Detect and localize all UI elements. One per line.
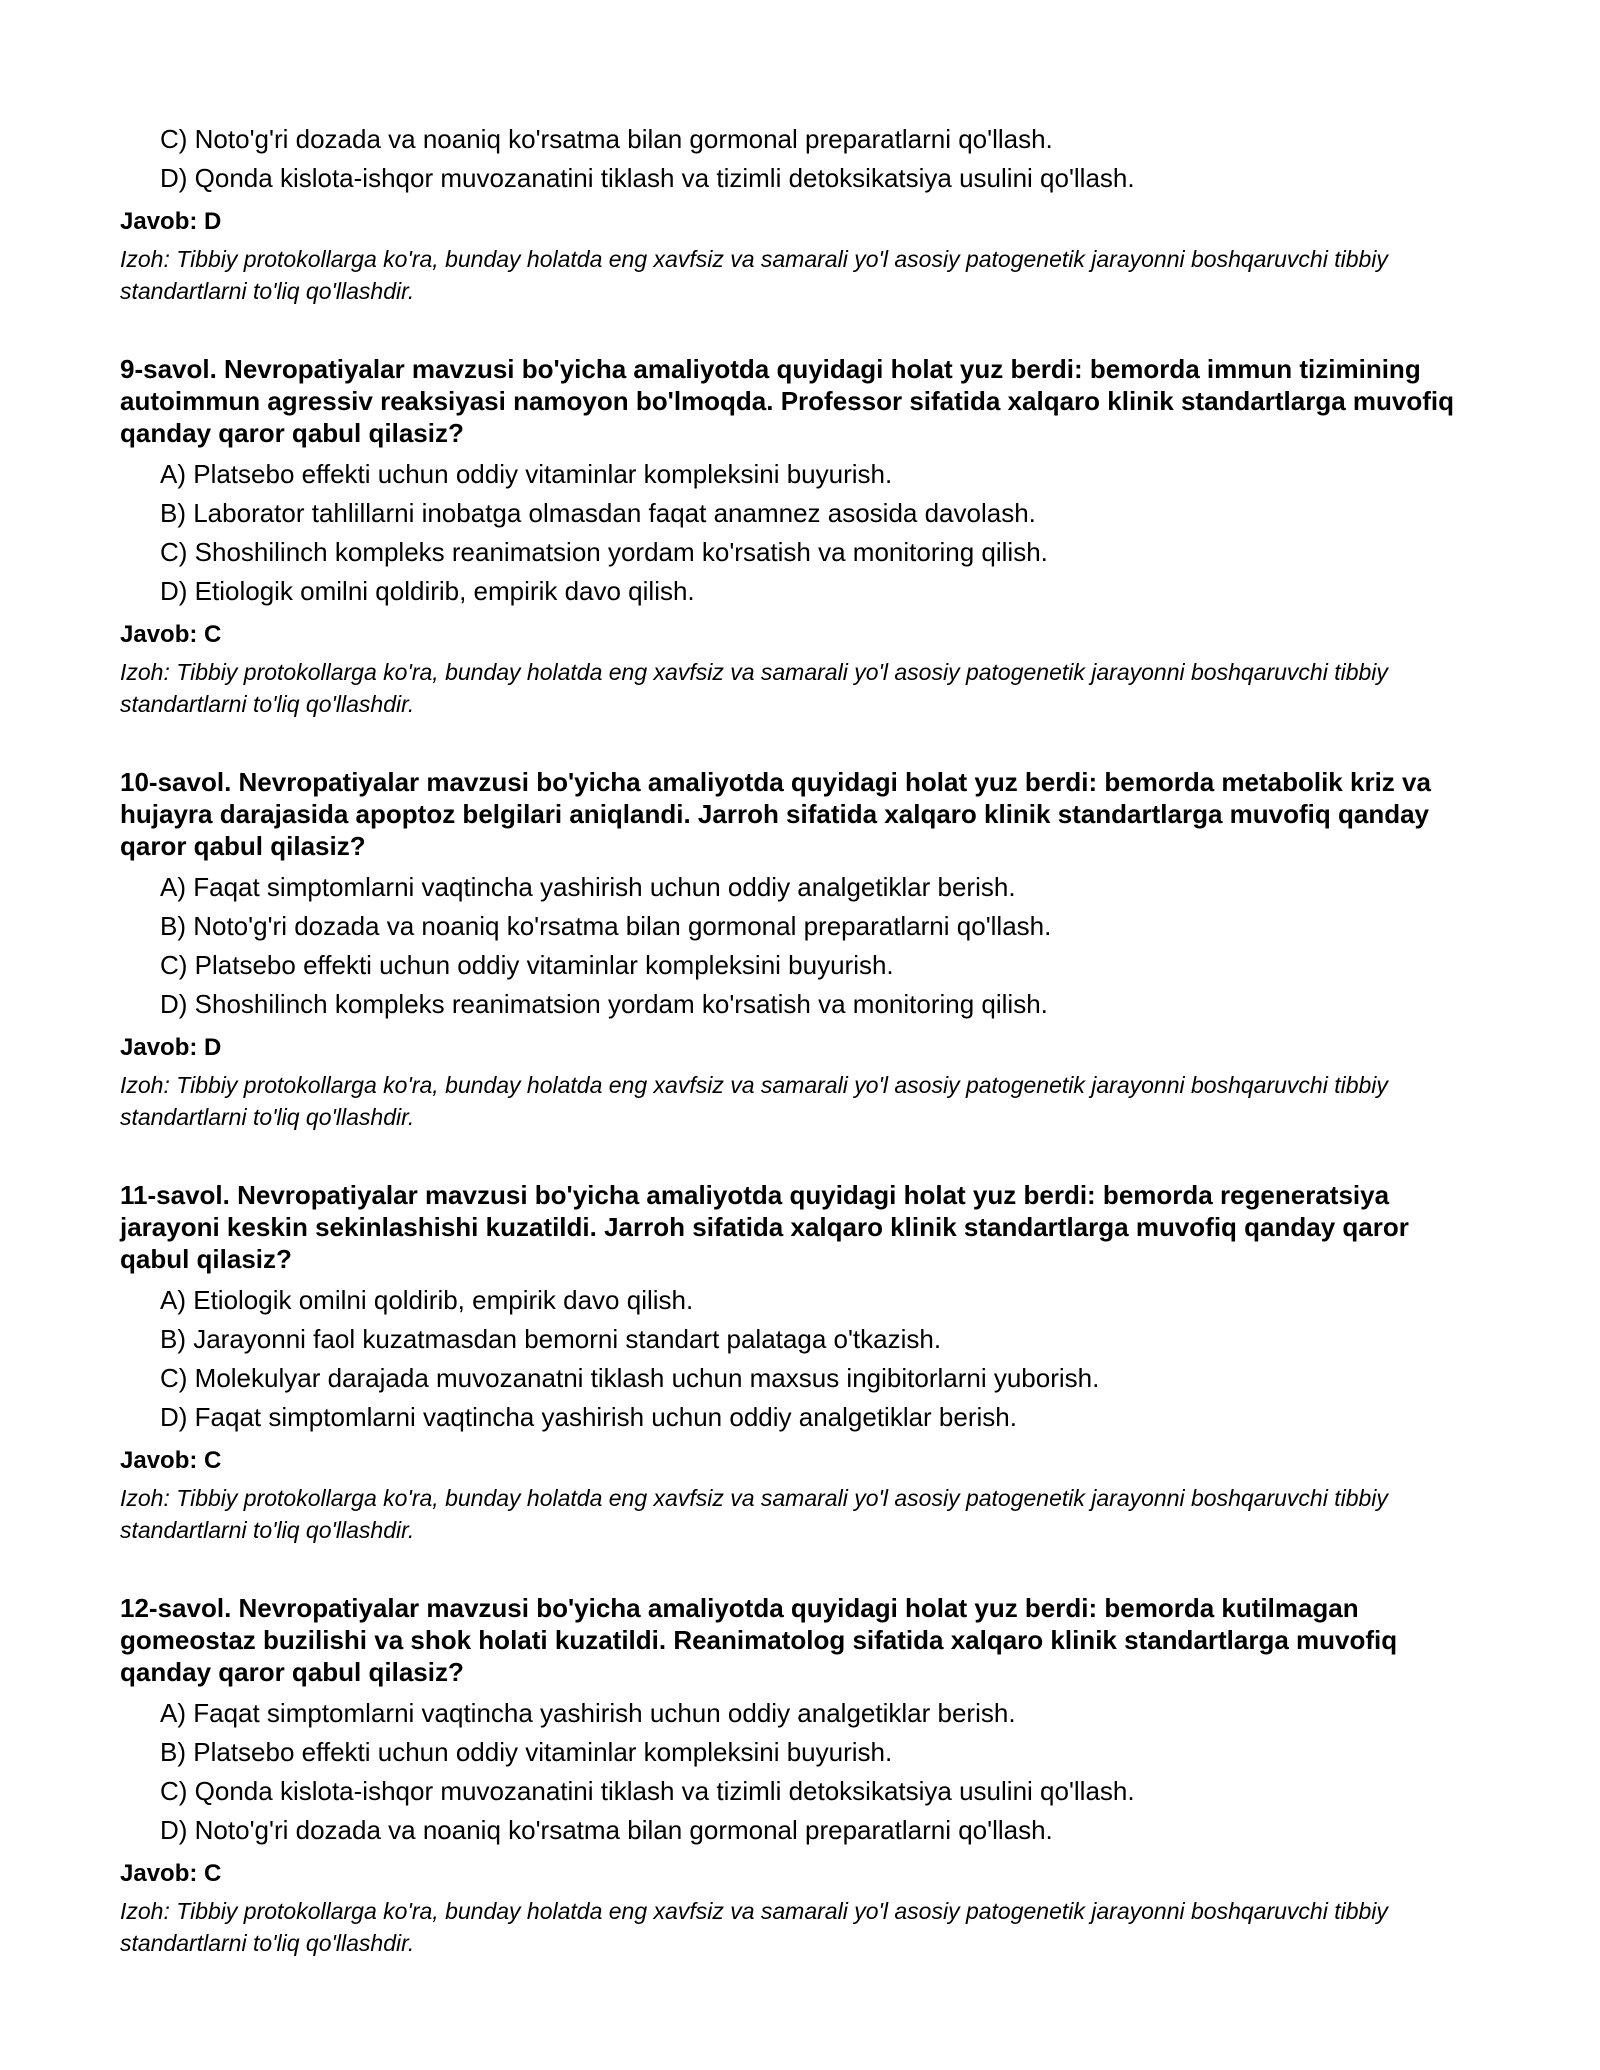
question-block-10	[120, 766, 1480, 1133]
option-c: C) Qonda kislota-ishqor muvozanatini tiklash va tizimli detoksikatsiya usulini qo'llash.	[160, 1776, 1135, 1806]
question-block-partial	[120, 120, 1480, 307]
explanation-note: Izoh: Tibbiy protokollarga ko'ra, bunday holatda eng xavfsiz va samarali yo'l asosiy patogenetik jarayonni boshqaruvchi tibbiy standartlarni to'liq qo'llashdir.	[120, 1485, 1388, 1543]
option-d: D) Noto'g'ri dozada va noaniq ko'rsatma bilan gormonal preparatlarni qo'llash.	[160, 1815, 1053, 1845]
answer-label: Javob: D	[120, 208, 222, 235]
question-block-11	[120, 1179, 1480, 1546]
answer-label: Javob: C	[120, 1860, 222, 1887]
question-title: 9-savol. Nevropatiyalar mavzusi bo'yicha amaliyotda quyidagi holat yuz berdi: bemorda immun tizimining autoimmun agressiv reaksiyasi namoyon bo'lmoqda. Professor sifatida xalqaro klinik standartlarga muvofiq qanday qaror qabul qilasiz?	[120, 354, 1455, 448]
option-b: B) Jarayonni faol kuzatmasdan bemorni standart palataga o'tkazish.	[160, 1324, 942, 1354]
option-d: D) Qonda kislota-ishqor muvozanatini tiklash va tizimli detoksikatsiya usulini qo'llash.	[160, 163, 1135, 193]
option-c: C) Platsebo effekti uchun oddiy vitaminlar kompleksini buyurish.	[160, 950, 894, 980]
answer-label: Javob: C	[120, 621, 222, 648]
option-c: C) Shoshilinch kompleks reanimatsion yordam ko'rsatish va monitoring qilish.	[160, 537, 1048, 567]
explanation-note: Izoh: Tibbiy protokollarga ko'ra, bunday holatda eng xavfsiz va samarali yo'l asosiy patogenetik jarayonni boshqaruvchi tibbiy standartlarni to'liq qo'llashdir.	[120, 1898, 1388, 1956]
question-title: 11-savol. Nevropatiyalar mavzusi bo'yicha amaliyotda quyidagi holat yuz berdi: bemorda regeneratsiya jarayoni keskin sekinlashishi kuzatildi. Jarroh sifatida xalqaro klinik standartlarga muvofiq qanday qaror qabul qilasiz?	[120, 1180, 1409, 1274]
option-a: A) Faqat simptomlarni vaqtincha yashirish uchun oddiy analgetiklar berish.	[160, 872, 1016, 902]
option-b: B) Noto'g'ri dozada va noaniq ko'rsatma bilan gormonal preparatlarni qo'llash.	[160, 911, 1052, 941]
option-c: C) Molekulyar darajada muvozanatni tiklash uchun maxsus ingibitorlarni yuborish.	[160, 1363, 1100, 1393]
explanation-note: Izoh: Tibbiy protokollarga ko'ra, bunday holatda eng xavfsiz va samarali yo'l asosiy patogenetik jarayonni boshqaruvchi tibbiy standartlarni to'liq qo'llashdir.	[120, 246, 1388, 304]
option-c: C) Noto'g'ri dozada va noaniq ko'rsatma bilan gormonal preparatlarni qo'llash.	[160, 124, 1053, 154]
option-b: B) Laborator tahlillarni inobatga olmasdan faqat anamnez asosida davolash.	[160, 498, 1036, 528]
option-a: A) Etiologik omilni qoldirib, empirik davo qilish.	[160, 1285, 694, 1315]
option-b: B) Platsebo effekti uchun oddiy vitaminlar kompleksini buyurish.	[160, 1737, 893, 1767]
option-a: A) Faqat simptomlarni vaqtincha yashirish uchun oddiy analgetiklar berish.	[160, 1698, 1016, 1728]
question-title: 12-savol. Nevropatiyalar mavzusi bo'yicha amaliyotda quyidagi holat yuz berdi: bemorda kutilmagan gomeostaz buzilishi va shok holati kuzatildi. Reanimatolog sifatida xalqaro klinik standartlarga muvofiq qanday qaror qabul qilasiz?	[120, 1593, 1398, 1687]
option-d: D) Faqat simptomlarni vaqtincha yashirish uchun oddiy analgetiklar berish.	[160, 1402, 1017, 1432]
answer-label: Javob: C	[120, 1447, 222, 1474]
answer-label: Javob: D	[120, 1034, 222, 1061]
explanation-note: Izoh: Tibbiy protokollarga ko'ra, bunday holatda eng xavfsiz va samarali yo'l asosiy patogenetik jarayonni boshqaruvchi tibbiy standartlarni to'liq qo'llashdir.	[120, 1072, 1388, 1130]
option-a: A) Platsebo effekti uchun oddiy vitaminlar kompleksini buyurish.	[160, 459, 893, 489]
explanation-note: Izoh: Tibbiy protokollarga ko'ra, bunday holatda eng xavfsiz va samarali yo'l asosiy patogenetik jarayonni boshqaruvchi tibbiy standartlarni to'liq qo'llashdir.	[120, 659, 1388, 717]
question-block-12	[120, 1592, 1480, 1959]
question-title: 10-savol. Nevropatiyalar mavzusi bo'yicha amaliyotda quyidagi holat yuz berdi: bemorda metabolik kriz va hujayra darajasida apoptoz belgilari aniqlandi. Jarroh sifatida xalqaro klinik standartlarga muvofiq qanday qaror qabul qilasiz?	[120, 767, 1431, 861]
option-d: D) Etiologik omilni qoldirib, empirik davo qilish.	[160, 576, 695, 606]
question-block-9	[120, 353, 1480, 720]
option-d: D) Shoshilinch kompleks reanimatsion yordam ko'rsatish va monitoring qilish.	[160, 989, 1048, 1019]
